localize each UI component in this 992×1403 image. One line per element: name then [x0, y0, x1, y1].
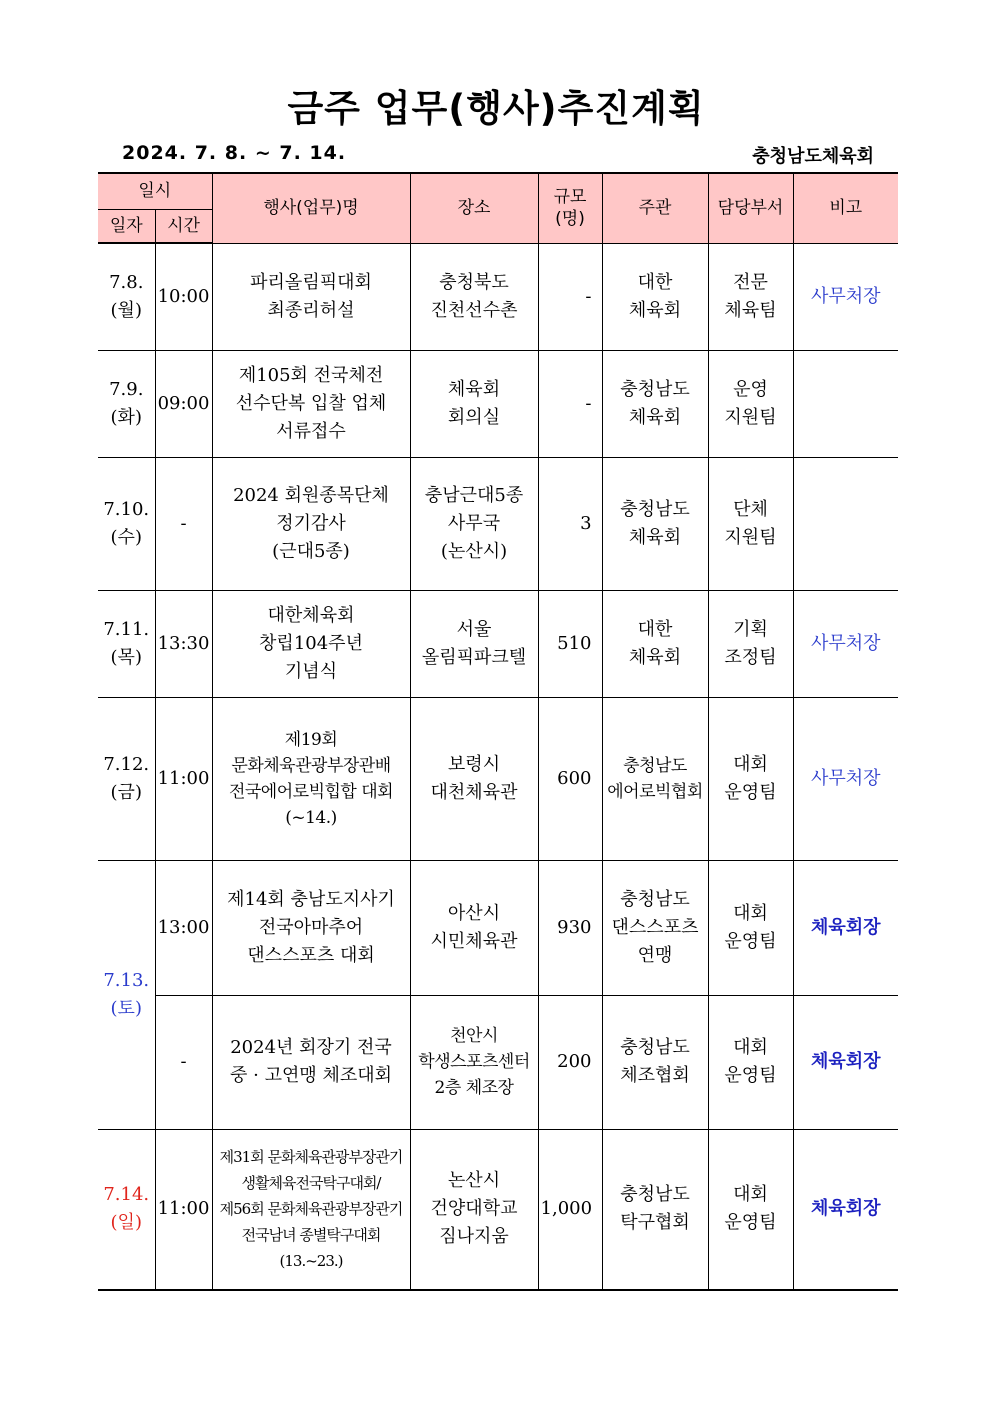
dept-cell: 대회 운영팀: [708, 995, 793, 1129]
event-cell: 2024 회원종목단체 정기감사 (근대5종): [212, 457, 410, 590]
date-cell: 7.11. (목): [98, 590, 155, 697]
header-dept: 담당부서: [708, 173, 793, 243]
host-cell: 충청남도 체육회: [602, 350, 708, 457]
note-cell: 체육회장: [793, 1129, 898, 1290]
event-cell: 제19회 문화체육관광부장관배 전국에어로빅힙합 대회 (~14.): [212, 697, 410, 860]
date-cell: 7.14. (일): [98, 1129, 155, 1290]
time-cell: -: [155, 995, 212, 1129]
scale-cell: 1,000: [538, 1129, 602, 1290]
scale-cell: 600: [538, 697, 602, 860]
header-host: 주관: [602, 173, 708, 243]
time-cell: -: [155, 457, 212, 590]
note-cell: 체육회장: [793, 995, 898, 1129]
header-time: 시간: [155, 209, 212, 243]
event-cell: 파리올림픽대회 최종리허설: [212, 243, 410, 350]
table-row: [98, 457, 898, 590]
scale-cell: -: [538, 243, 602, 350]
place-cell: 체육회 회의실: [410, 350, 538, 457]
dept-cell: 대회 운영팀: [708, 697, 793, 860]
scale-cell: 930: [538, 860, 602, 995]
event-cell: 제31회 문화체육관광부장관기 생활체육전국탁구대회/ 제56회 문화체육관광부장관기 전국남녀 종별탁구대회 (13.~23.): [212, 1129, 410, 1290]
organization-name: 충청남도체육회: [752, 146, 874, 167]
note-cell: 사무처장: [793, 243, 898, 350]
place-cell: 충남근대5종 사무국 (논산시): [410, 457, 538, 590]
dept-cell: 대회 운영팀: [708, 1129, 793, 1290]
table-row: [98, 590, 898, 697]
dept-cell: 전문 체육팀: [708, 243, 793, 350]
note-cell: 체육회장: [793, 860, 898, 995]
dept-cell: 단체 지원팀: [708, 457, 793, 590]
place-cell: 서울 올림픽파크텔: [410, 590, 538, 697]
table-row: [98, 860, 898, 995]
header-note: 비고: [793, 173, 898, 243]
note-cell: [793, 457, 898, 590]
event-cell: 제14회 충남도지사기 전국아마추어 댄스스포츠 대회: [212, 860, 410, 995]
period-text: 2024. 7. 8. ~ 7. 14.: [122, 142, 347, 164]
scale-cell: 510: [538, 590, 602, 697]
header-date: 일자: [98, 209, 155, 243]
table-row: [98, 697, 898, 860]
dept-cell: 기획 조정팀: [708, 590, 793, 697]
dept-cell: 대회 운영팀: [708, 860, 793, 995]
place-cell: 보령시 대천체육관: [410, 697, 538, 860]
header-place: 장소: [410, 173, 538, 243]
date-cell: 7.12. (금): [98, 697, 155, 860]
date-cell: 7.10. (수): [98, 457, 155, 590]
host-cell: 충청남도 탁구협회: [602, 1129, 708, 1290]
date-cell: 7.8. (월): [98, 243, 155, 350]
host-cell: 충청남도 체육회: [602, 457, 708, 590]
place-cell: 아산시 시민체육관: [410, 860, 538, 995]
table-row: [98, 1129, 898, 1290]
event-cell: 제105회 전국체전 선수단복 입찰 업체 서류접수: [212, 350, 410, 457]
time-cell: 13:00: [155, 860, 212, 995]
host-cell: 충청남도 체조협회: [602, 995, 708, 1129]
scale-cell: -: [538, 350, 602, 457]
schedule-table: [98, 172, 898, 1291]
time-cell: 13:30: [155, 590, 212, 697]
note-cell: [793, 350, 898, 457]
header-event: 행사(업무)명: [212, 173, 410, 243]
time-cell: 11:00: [155, 697, 212, 860]
event-cell: 2024년 회장기 전국 중 · 고연맹 체조대회: [212, 995, 410, 1129]
time-cell: 09:00: [155, 350, 212, 457]
host-cell: 충청남도 댄스스포츠 연맹: [602, 860, 708, 995]
host-cell: 대한 체육회: [602, 243, 708, 350]
header-datetime: 일시: [98, 173, 212, 209]
note-cell: 사무처장: [793, 590, 898, 697]
header-scale-line1: 규모: [553, 187, 587, 208]
table-row: [98, 243, 898, 350]
place-cell: 논산시 건양대학교 짐나지움: [410, 1129, 538, 1290]
table-row: [98, 350, 898, 457]
scale-cell: 200: [538, 995, 602, 1129]
page-title: 금주 업무(행사)추진계획: [287, 87, 705, 130]
event-cell: 대한체육회 창립104주년 기념식: [212, 590, 410, 697]
time-cell: 10:00: [155, 243, 212, 350]
host-cell: 대한 체육회: [602, 590, 708, 697]
header-scale-line2: (명): [555, 209, 585, 230]
scale-cell: 3: [538, 457, 602, 590]
place-cell: 천안시 학생스포츠센터 2층 체조장: [410, 995, 538, 1129]
host-cell: 충청남도 에어로빅협회: [602, 697, 708, 860]
dept-cell: 운영 지원팀: [708, 350, 793, 457]
time-cell: 11:00: [155, 1129, 212, 1290]
date-cell: 7.9. (화): [98, 350, 155, 457]
header-scale: [538, 173, 602, 243]
place-cell: 충청북도 진천선수촌: [410, 243, 538, 350]
table-row: [98, 995, 898, 1129]
date-cell: 7.13. (토): [98, 860, 155, 1129]
note-cell: 사무처장: [793, 697, 898, 860]
